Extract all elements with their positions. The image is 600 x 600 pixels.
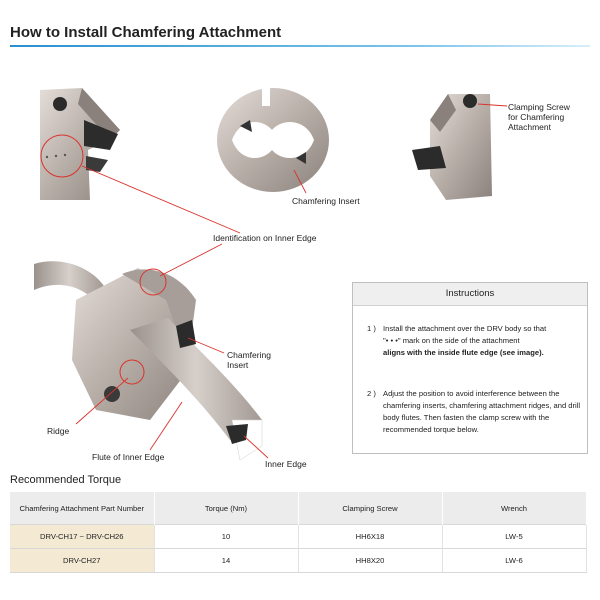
step-1-line3: aligns with the inside flute edge (see image). [383, 348, 544, 357]
torque-cell: 14 [154, 549, 298, 573]
instruction-step-2 [367, 388, 581, 436]
table-row [10, 525, 586, 549]
callout-flute: Flute of Inner Edge [92, 452, 165, 462]
step-1-number: 1 ) [367, 324, 376, 333]
callout-chamfering-line2: Insert [227, 360, 249, 370]
attachment-side-view-image [40, 88, 120, 200]
torque-table [10, 492, 587, 573]
callout-clamping-screw-line1: Clamping Screw [508, 102, 570, 112]
header-torque: Torque (Nm) [154, 492, 298, 525]
recommended-torque-title: Recommended Torque [10, 474, 122, 486]
attachment-front-view-image [217, 88, 329, 192]
torque-cell: 10 [154, 525, 298, 549]
callout-clamping-screw [508, 102, 570, 132]
page-title: How to Install Chamfering Attachment [10, 24, 282, 41]
header-wrench: Wrench [442, 492, 586, 525]
callout-chamfering-insert-main [227, 350, 271, 370]
attachment-screw-view-image [412, 94, 492, 200]
callout-identification: Identification on Inner Edge [213, 233, 317, 243]
table-header-row [10, 492, 586, 525]
instructions-heading: Instructions [353, 283, 587, 306]
header-part-number: Chamfering Attachment Part Number [10, 492, 154, 525]
instructions-panel [352, 282, 588, 454]
callout-clamping-screw-line2: for Chamfering [508, 112, 565, 122]
clamping-screw-cell: HH8X20 [298, 549, 442, 573]
callout-chamfering-line1: Chamfering [227, 350, 271, 360]
wrench-cell: LW-5 [442, 525, 586, 549]
callout-ridge: Ridge [47, 426, 70, 436]
callout-clamping-screw-line3: Attachment [508, 122, 551, 132]
instruction-step-1 [367, 323, 581, 359]
part-number-cell: DRV-CH27 [10, 549, 154, 573]
step-1-line2: "• • •" mark on the side of the attachment [383, 336, 520, 345]
header-clamping-screw: Clamping Screw [298, 492, 442, 525]
callout-chamfering-insert-top: Chamfering Insert [292, 196, 360, 206]
step-2-number: 2 ) [367, 389, 376, 398]
table-row [10, 549, 586, 573]
callout-inner-edge: Inner Edge [265, 459, 307, 469]
part-number-cell: DRV-CH17 ~ DRV-CH26 [10, 525, 154, 549]
clamping-screw-cell: HH6X18 [298, 525, 442, 549]
step-1-text [383, 323, 581, 359]
step-2-text: Adjust the position to avoid interference between the chamfering inserts, chamfering attachment ridges, and drill body flutes. Then fasten the clamp screw with the recommended torque below. [383, 389, 581, 434]
step-1-line1: Install the attachment over the DRV body so that [383, 324, 547, 333]
wrench-cell: LW-6 [442, 549, 586, 573]
